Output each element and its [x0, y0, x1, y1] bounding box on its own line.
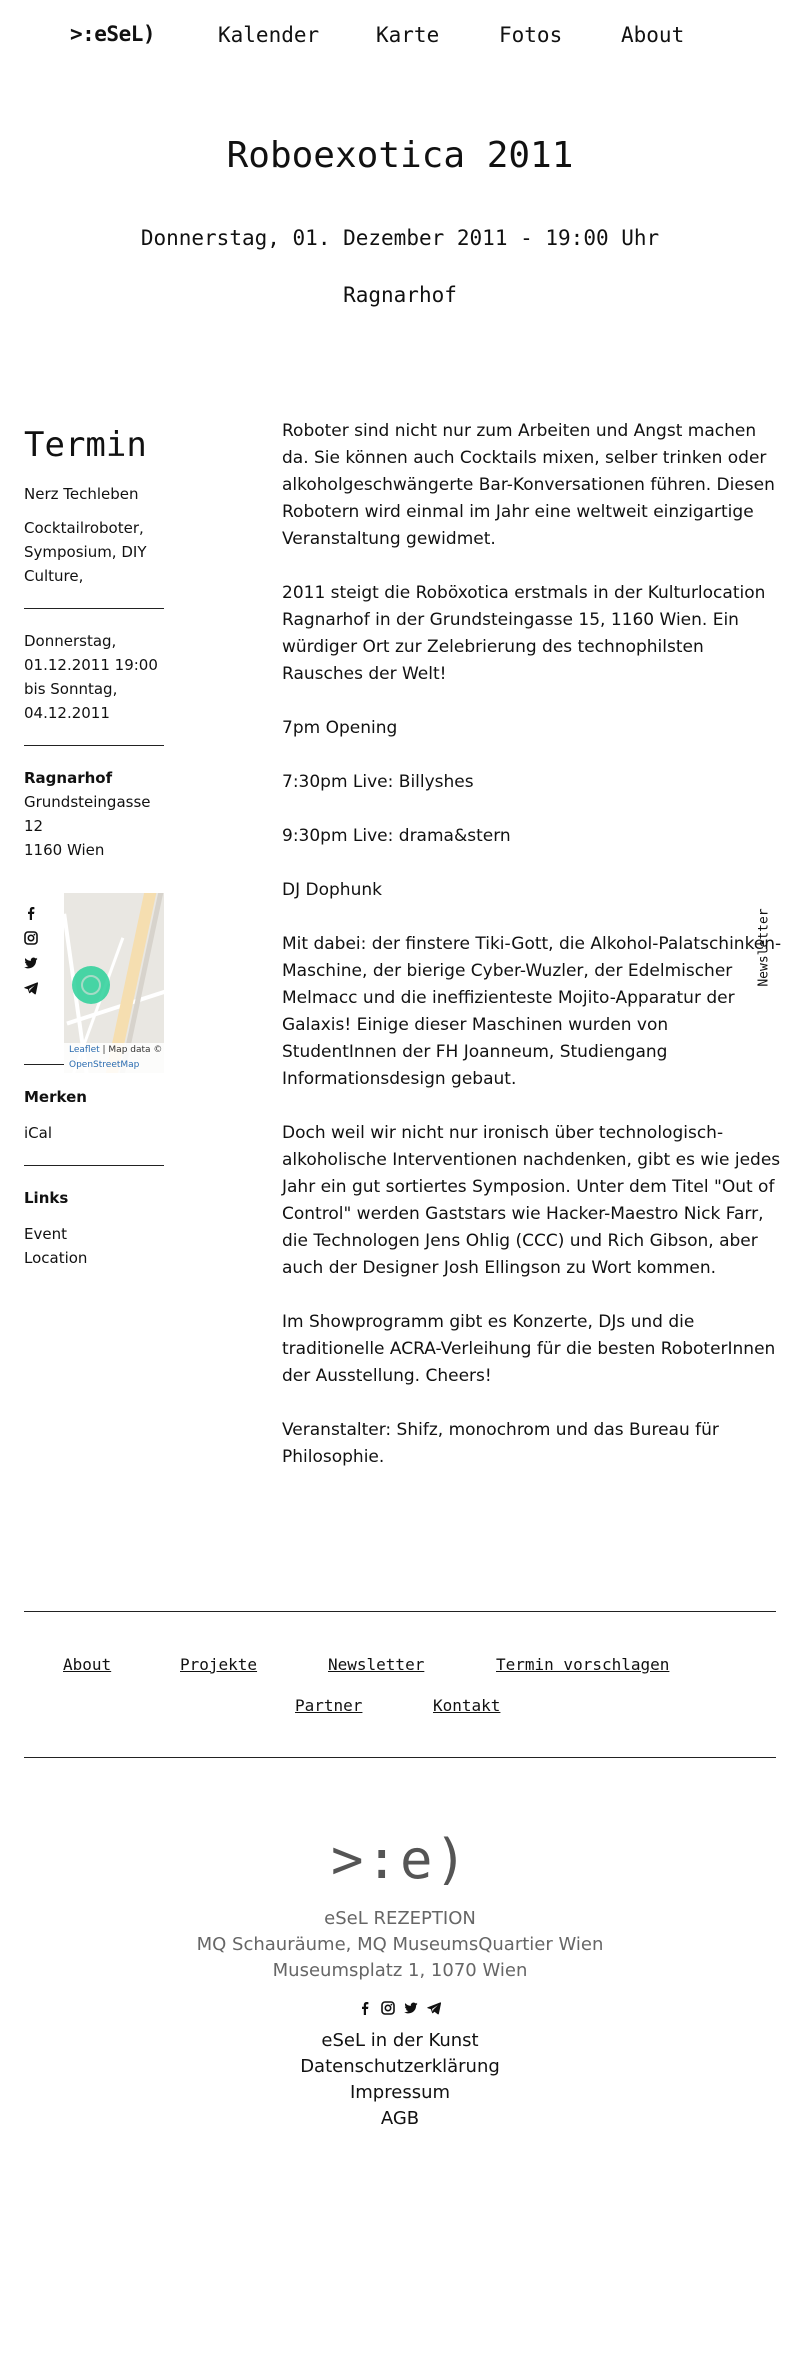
ical-link[interactable]: iCal — [24, 1124, 53, 1142]
sidebar-heading: Termin — [24, 425, 147, 465]
footer-link-about[interactable]: About — [63, 1655, 112, 1674]
description-paragraph: Mit dabei: der finstere Tiki-Gott, die Alkohol-Palatschinken-Maschine, der bierige Cyber-Wuzler, der Edelmischer Melmacc und die ineffizienteste Mojito-Apparatur der Galaxis! Einige dieser Maschinen wurden von StudentInnen der FH Joanneum, Studiengang Informationsdesign gebaut. — [282, 934, 782, 1089]
newsletter-tab-label: Newsletter — [756, 908, 772, 987]
event-title: Roboexotica 2011 — [226, 135, 574, 176]
event-description — [282, 418, 782, 1498]
twitter-icon[interactable] — [404, 2001, 418, 2015]
location-marker[interactable] — [72, 966, 110, 1004]
divider — [24, 745, 164, 746]
footer-address-line: eSeL REZEPTION — [324, 1908, 476, 1929]
map-attribution-text: | Map data © — [99, 1045, 163, 1055]
twitter-icon[interactable] — [24, 956, 38, 970]
osm-link[interactable]: OpenStreetMap — [69, 1060, 140, 1070]
leaflet-link[interactable]: Leaflet — [69, 1045, 100, 1055]
description-paragraph: 9:30pm Live: drama&stern — [282, 826, 511, 846]
address-line: 1160 Wien — [24, 841, 105, 859]
event-link[interactable]: Event — [24, 1225, 67, 1243]
footer-link-datenschutz[interactable]: Datenschutzerklärung — [300, 2056, 500, 2077]
divider — [24, 608, 164, 609]
footer-divider — [24, 1757, 776, 1758]
top-nav — [0, 22, 800, 52]
location-map[interactable] — [64, 893, 164, 1073]
address-line: 12 — [24, 817, 44, 835]
description-paragraph: 7:30pm Live: Billyshes — [282, 772, 474, 792]
address-line: Grundsteingasse — [24, 793, 151, 811]
footer-link-impressum[interactable]: Impressum — [349, 2082, 451, 2103]
footer-link-esel-kunst[interactable]: eSeL in der Kunst — [321, 2030, 479, 2051]
newsletter-tab[interactable] — [752, 910, 774, 990]
facebook-icon[interactable] — [358, 2001, 372, 2015]
merken-heading: Merken — [24, 1088, 87, 1106]
location-block — [24, 766, 164, 862]
footer-link-agb[interactable]: AGB — [380, 2108, 420, 2129]
event-tags[interactable]: Cocktailroboter, Symposium, DIY Culture, — [24, 519, 147, 585]
map-attribution — [64, 1043, 164, 1073]
date-line: Donnerstag, — [24, 632, 117, 650]
footer-link-partner[interactable]: Partner — [295, 1696, 363, 1715]
nav-item-fotos[interactable]: Fotos — [499, 23, 563, 47]
description-paragraph: Doch weil wir nicht nur ironisch über technologisch-alkoholische Interventionen nachdenken, gibt es wie jedes Jahr ein gut sortiertes Symposion. Unter dem Titel "Out of Control" werden Gaststars wie Hacker-Maestro Nick Farr, die Technologen Jens Ohlig (CCC) und Rich Gibson, aber auch der Designer Josh Ellingson zu Wort kommen. — [282, 1123, 781, 1278]
event-sidebar — [24, 420, 164, 1270]
footer-social-icons — [358, 2001, 448, 2017]
nav-item-karte[interactable]: Karte — [376, 23, 440, 47]
divider — [24, 1165, 164, 1166]
footer-logo[interactable]: >:e) — [330, 1828, 470, 1891]
footer-link-projekte[interactable]: Projekte — [180, 1655, 258, 1674]
date-line: 04.12.2011 — [24, 704, 110, 722]
description-paragraph: Roboter sind nicht nur zum Arbeiten und Angst machen da. Sie können auch Cocktails mixen, selber trinken oder alkoholgeschwängerte Bar-Konversationen führen. Diesen Robotern wird einmal im Jahr eine weltweit einzigartige Veranstaltung gewidmet. — [282, 421, 775, 549]
description-paragraph: Veranstalter: Shifz, monochrom und das Bureau für Philosophie. — [282, 1420, 719, 1467]
facebook-icon[interactable] — [24, 906, 38, 920]
description-paragraph: 2011 steigt die Roböxotica erstmals in der Kulturlocation Ragnarhof in der Grundsteingasse 15, 1160 Wien. Ein würdiger Ort zur Zelebrierung des technophilsten Rausches der Welt! — [282, 583, 766, 684]
event-dates — [24, 629, 164, 725]
footer-link-termin-vorschlagen[interactable]: Termin vorschlagen — [496, 1655, 670, 1674]
instagram-icon[interactable] — [24, 931, 38, 945]
location-name[interactable]: Ragnarhof — [24, 769, 113, 787]
footer-divider — [24, 1611, 776, 1612]
location-link[interactable]: Location — [24, 1249, 88, 1267]
description-paragraph: DJ Dophunk — [282, 880, 382, 900]
organizer[interactable]: Nerz Techleben — [24, 485, 139, 503]
event-datetime: Donnerstag, 01. Dezember 2011 - 19:00 Uhr — [140, 226, 660, 250]
date-line: 01.12.2011 19:00 — [24, 656, 158, 674]
site-logo[interactable]: >:eSeL) — [70, 22, 156, 46]
footer-link-kontakt[interactable]: Kontakt — [433, 1696, 501, 1715]
nav-item-about[interactable]: About — [621, 23, 685, 47]
footer-address-line: Museumsplatz 1, 1070 Wien — [272, 1960, 528, 1981]
instagram-icon[interactable] — [381, 2001, 395, 2015]
description-paragraph: 7pm Opening — [282, 718, 398, 738]
event-venue: Ragnarhof — [343, 283, 457, 307]
telegram-icon[interactable] — [24, 981, 38, 995]
telegram-icon[interactable] — [427, 2001, 441, 2015]
share-icons — [24, 906, 44, 1006]
links-heading: Links — [24, 1189, 69, 1207]
date-line: bis Sonntag, — [24, 680, 118, 698]
description-paragraph: Im Showprogramm gibt es Konzerte, DJs und die traditionelle ACRA-Verleihung für die besten RoboterInnen der Ausstellung. Cheers! — [282, 1312, 776, 1386]
footer-link-newsletter[interactable]: Newsletter — [328, 1655, 425, 1674]
footer-address-line: MQ Schauräume, MQ MuseumsQuartier Wien — [196, 1934, 604, 1955]
nav-item-kalender[interactable]: Kalender — [218, 23, 320, 47]
